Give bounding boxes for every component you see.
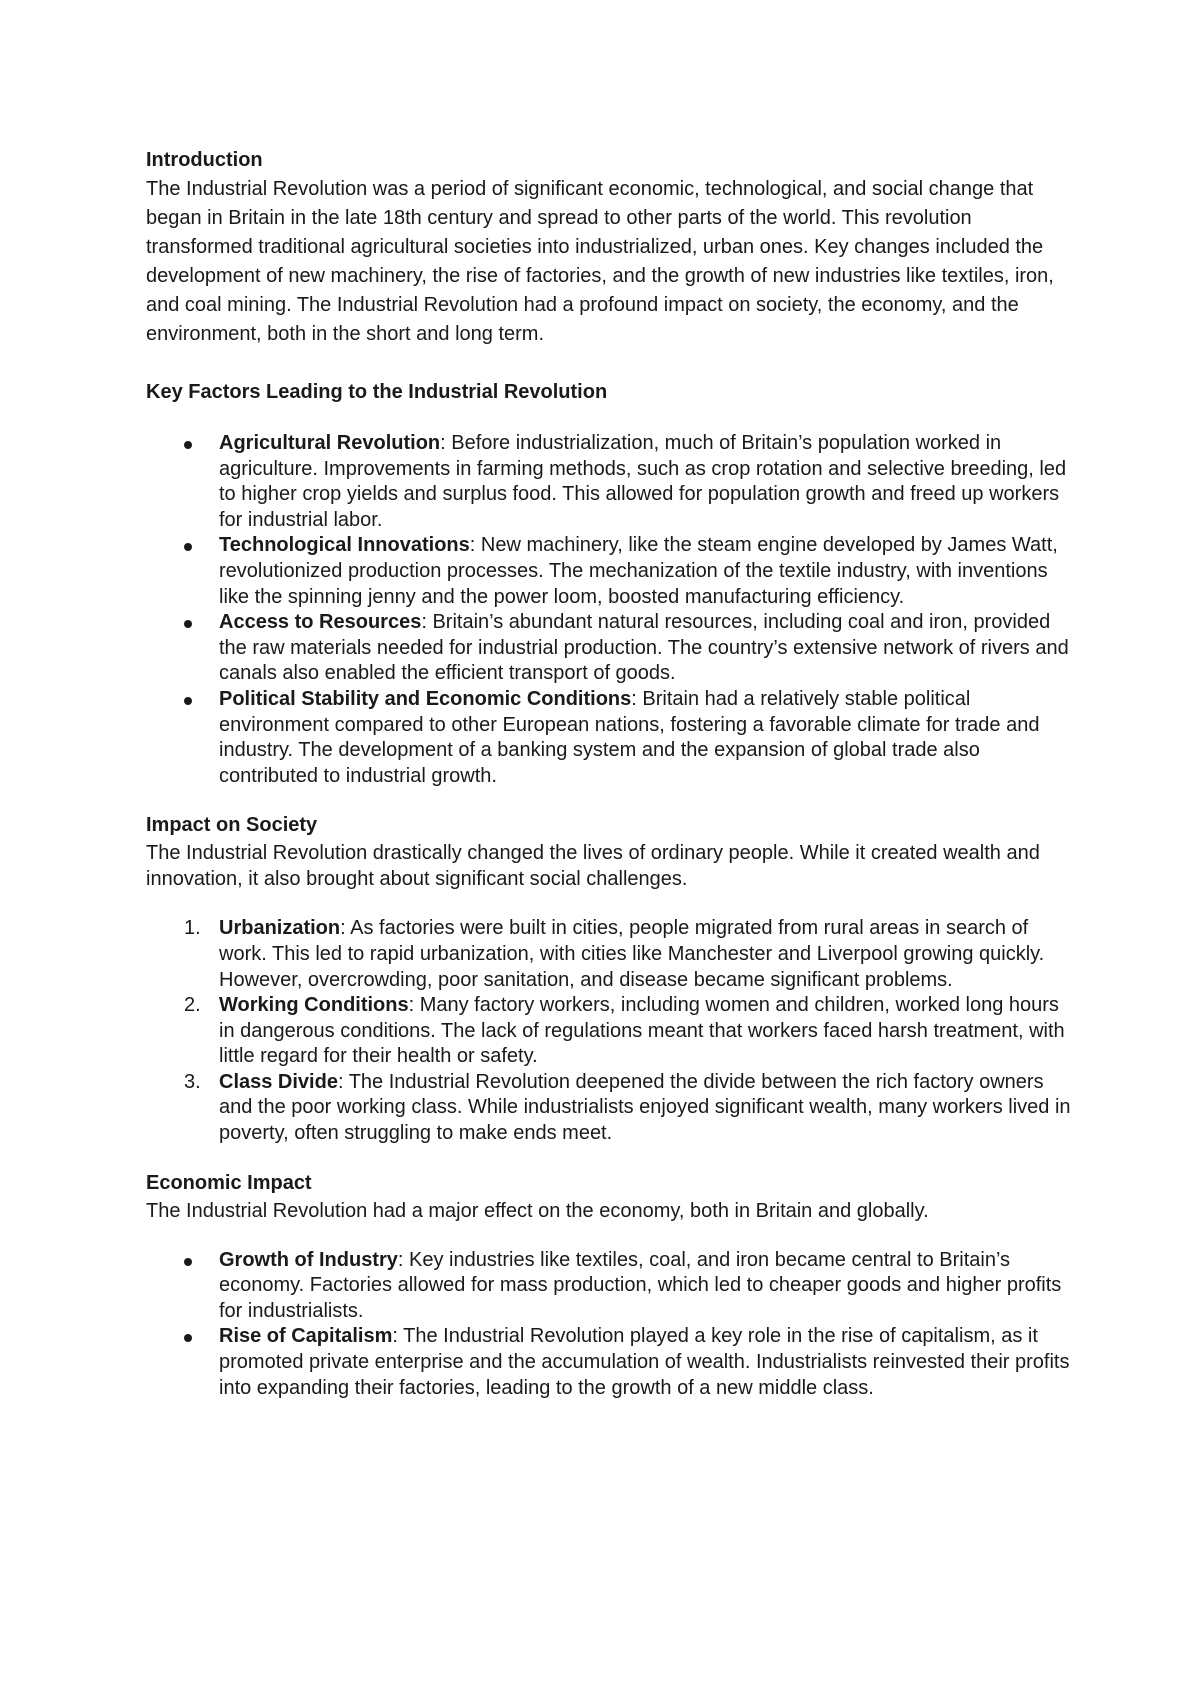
- list-item-text: : New machinery, like the steam engine developed by James Watt, revolutionized production processes. The mechanization of the textile industry, with inventions like the spinning jenny and the power loom, boosted manufacturing efficiency.: [219, 534, 1058, 608]
- intro-paragraph: The Industrial Revolution was a period of significant economic, technological, and social change that began in Britain in the late 18th century and spread to other parts of the world. This revolution transformed traditional agricultural societies into industrialized, urban ones. Key changes included the development of new machinery, the rise of factories, and the growth of new industries like textiles, iron, and coal mining. The Industrial Revolution had a profound impact on society, the economy, and the environment, both in the short and long term.: [146, 178, 1054, 345]
- list-item: [146, 1248, 1076, 1325]
- document-page: [146, 146, 1076, 1401]
- bullet-icon: [184, 697, 192, 705]
- list-item-term: Access to Resources: [219, 611, 422, 634]
- list-number: 2.: [184, 994, 201, 1017]
- list-item-term: Rise of Capitalism: [219, 1325, 393, 1348]
- list-item: [146, 1324, 1076, 1401]
- list-item-term: Political Stability and Economic Conditions: [219, 687, 632, 710]
- list-item: [146, 1070, 1076, 1147]
- society-paragraph: The Industrial Revolution drastically changed the lives of ordinary people. While it created wealth and innovation, it also brought about significant social challenges.: [146, 842, 1040, 891]
- list-item-term: Working Conditions: [219, 994, 409, 1017]
- list-item-text: : The Industrial Revolution deepened the divide between the rich factory owners and the poor working class. While industrialists enjoyed significant wealth, many workers lived in poverty, often struggling to make ends meet.: [219, 1070, 1071, 1145]
- list-number: 1.: [184, 917, 201, 940]
- bullet-icon: [184, 441, 192, 449]
- bullet-icon: [184, 1258, 192, 1266]
- factors-list: [146, 431, 1076, 789]
- economic-heading: Economic Impact: [146, 1171, 312, 1194]
- list-item-text: : As factories were built in cities, people migrated from rural areas in search of work. This led to rapid urbanization, with cities like Manchester and Liverpool growing quickly. However, overcrowding, poor sanitation, and disease became significant problems.: [219, 917, 1045, 991]
- economic-list: [146, 1248, 1076, 1402]
- list-item: [146, 610, 1076, 687]
- intro-heading: Introduction: [146, 149, 263, 171]
- list-item-text: : Many factory workers, including women and children, worked long hours in dangerous conditions. The lack of regulations meant that workers faced harsh treatment, with little regard for their health or safety.: [219, 994, 1065, 1068]
- list-item-term: Urbanization: [219, 917, 341, 940]
- list-item: [146, 687, 1076, 789]
- list-item: [146, 993, 1076, 1070]
- factors-heading: Key Factors Leading to the Industrial Revolution: [146, 381, 608, 403]
- list-item-term: Growth of Industry: [219, 1248, 398, 1271]
- list-item-text: : Britain’s abundant natural resources, including coal and iron, provided the raw materials needed for industrial production. The country’s extensive network of rivers and canals also enabled the efficient transport of goods.: [219, 611, 1069, 685]
- list-item: [146, 533, 1076, 610]
- list-item-text: : The Industrial Revolution played a key role in the rise of capitalism, as it promoted private enterprise and the accumulation of wealth. Industrialists reinvested their profits into expanding their factories, leading to the growth of a new middle class.: [219, 1325, 1070, 1399]
- economic-paragraph: The Industrial Revolution had a major effect on the economy, both in Britain and globally.: [146, 1199, 929, 1222]
- bullet-icon: [184, 543, 192, 551]
- bullet-icon: [184, 1334, 192, 1342]
- list-item-text: : Key industries like textiles, coal, and iron became central to Britain’s economy. Factories allowed for mass production, which led to cheaper goods and higher profits for industrialists.: [219, 1248, 1062, 1322]
- list-item: [146, 916, 1076, 993]
- list-item-text: : Before industrialization, much of Britain’s population worked in agriculture. Improvements in farming methods, such as crop rotation and selective breeding, led to higher crop yields and surplus food. This allowed for population growth and freed up workers for industrial labor.: [219, 432, 1067, 531]
- bullet-icon: [184, 620, 192, 628]
- list-number: 3.: [184, 1070, 201, 1093]
- list-item-term: Class Divide: [219, 1070, 338, 1093]
- list-item: [146, 431, 1076, 533]
- society-list: [146, 916, 1076, 1146]
- society-heading: Impact on Society: [146, 814, 318, 837]
- list-item-term: Agricultural Revolution: [219, 432, 441, 454]
- list-item-term: Technological Innovations: [219, 534, 470, 557]
- list-item-text: : Britain had a relatively stable political environment compared to other European nations, fostering a favorable climate for trade and industry. The development of a banking system and the expansion of global trade also contributed to industrial growth.: [219, 687, 1040, 787]
